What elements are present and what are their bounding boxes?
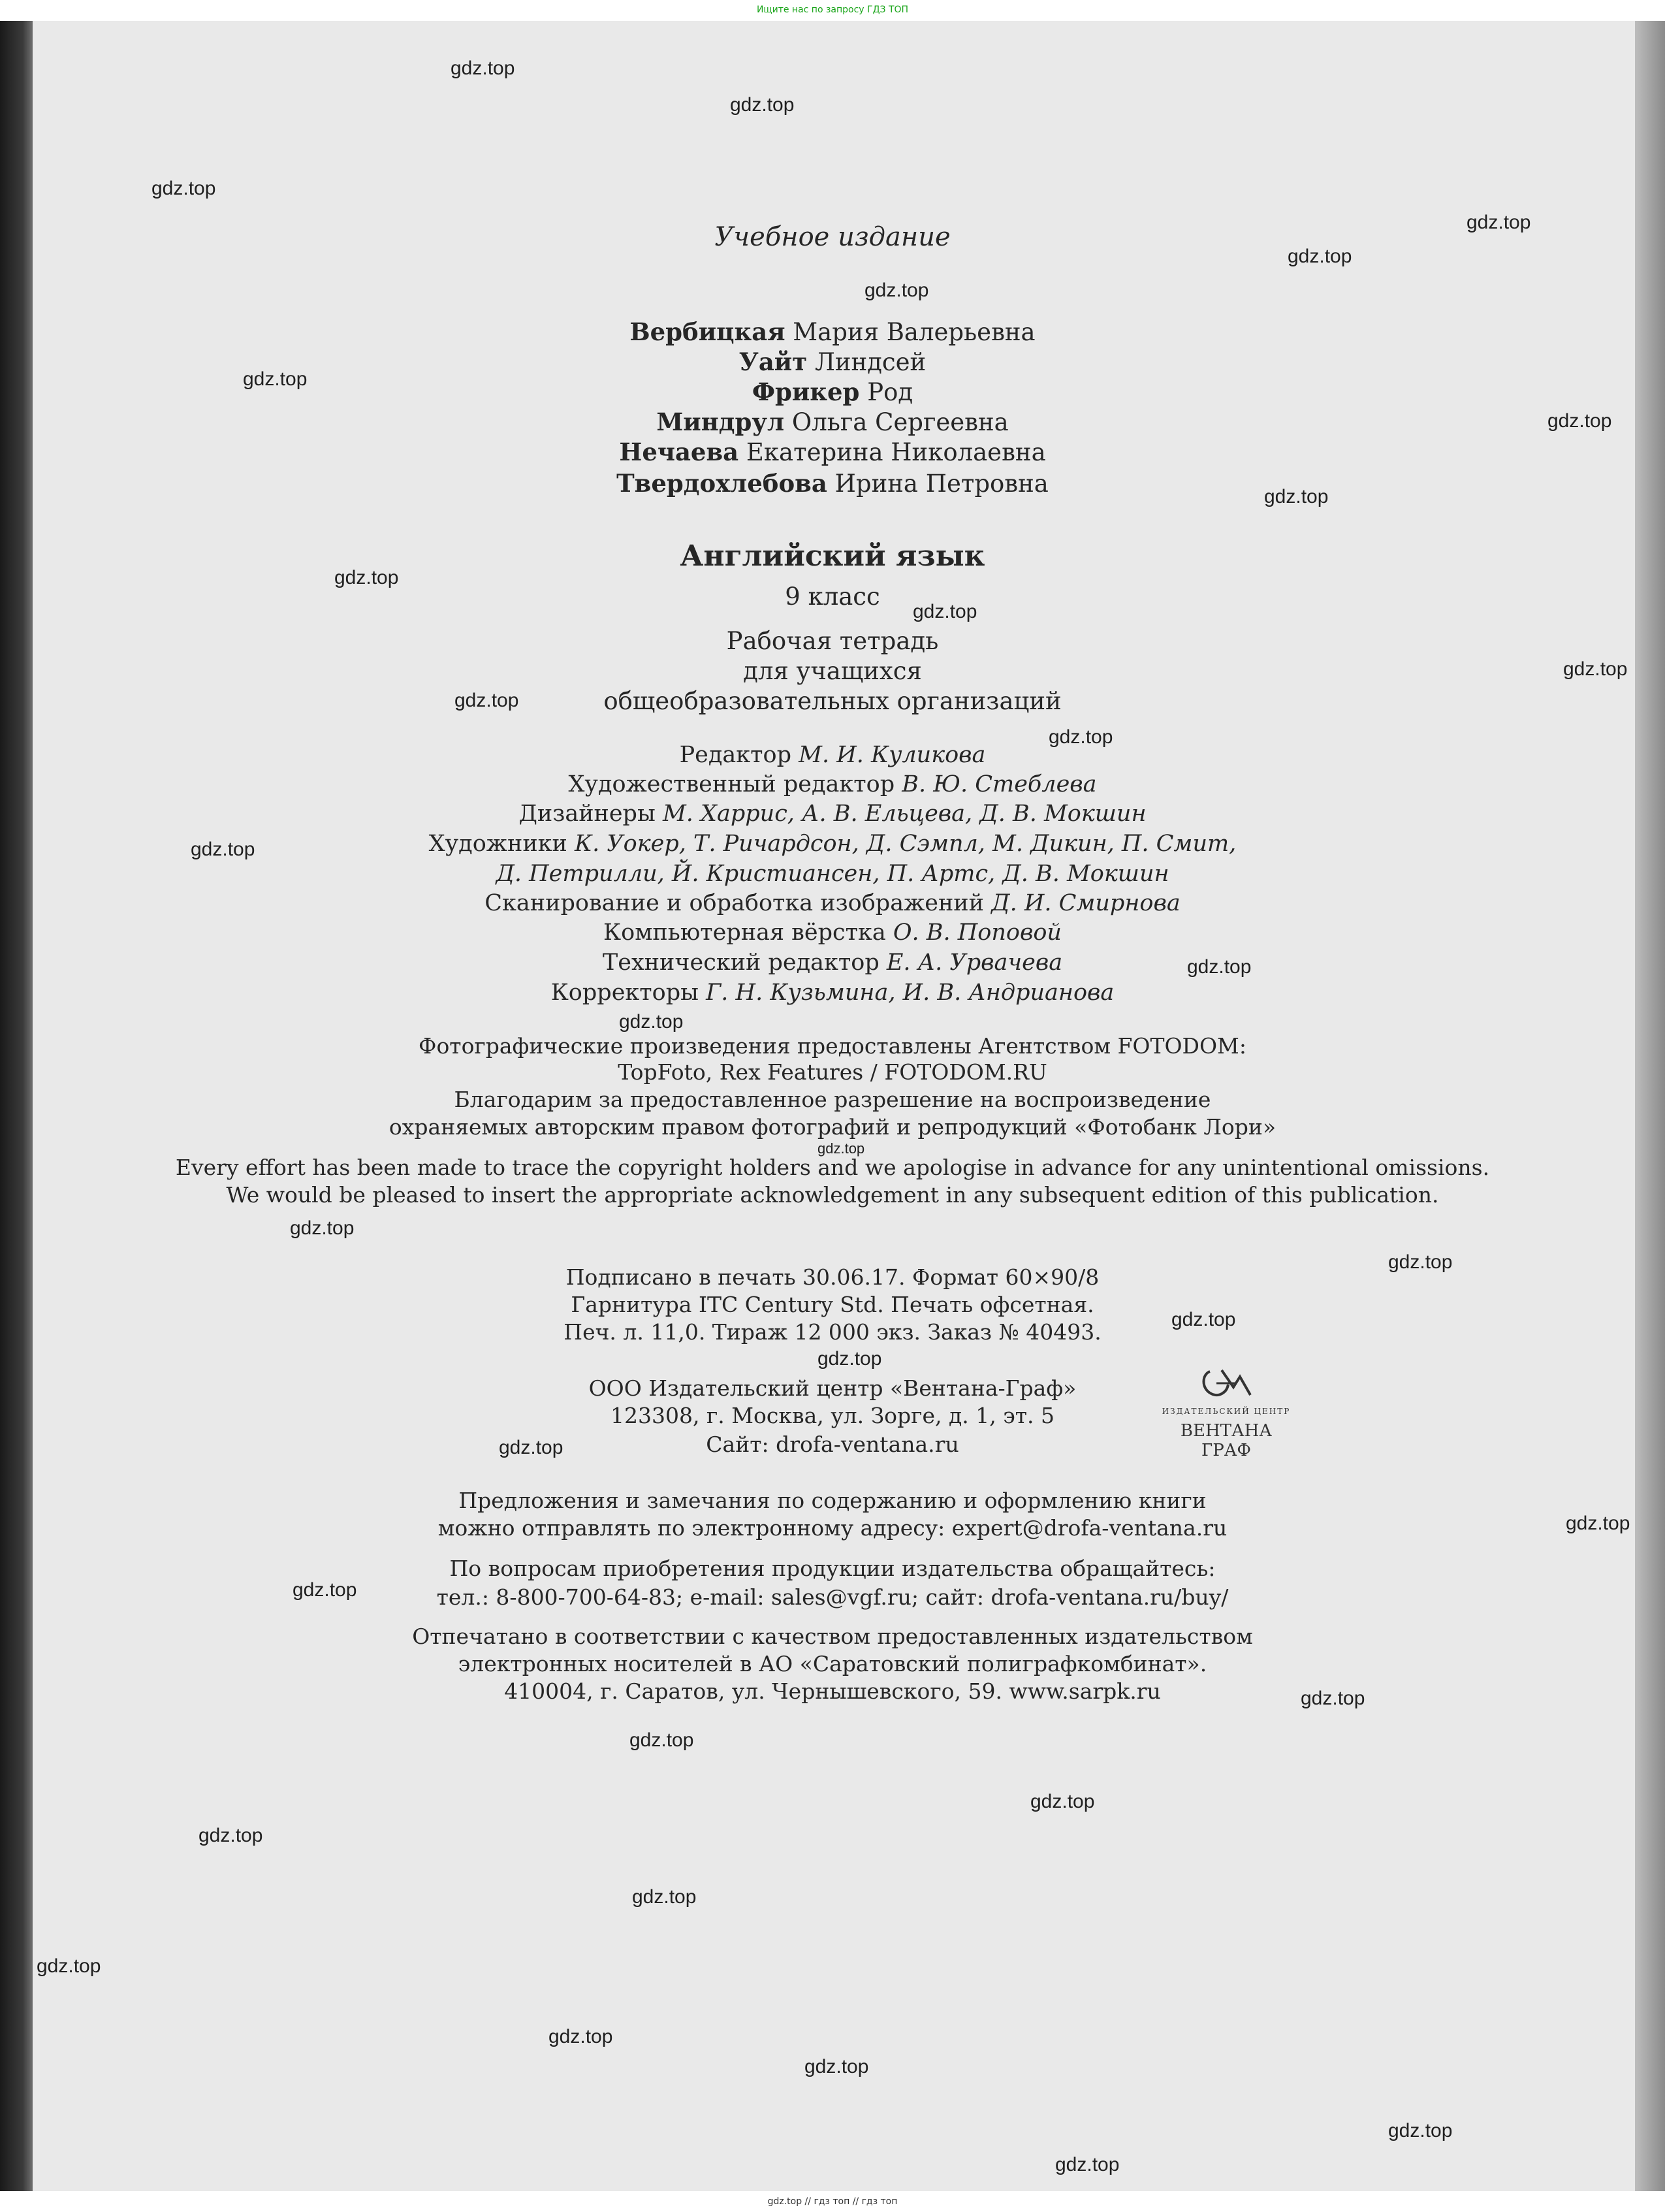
credit-line [0,950,1665,976]
credit-names: Д. Петрилли, Й. Кристиансен, П. Артс, Д. В. Мокшин [496,861,1169,887]
watermark: gdz.top [1547,410,1612,432]
watermark: gdz.top [1055,2154,1120,2175]
credit-names: М. И. Куликова [799,742,986,768]
watermark: gdz.top [37,1955,101,1977]
author-names: Род [867,378,913,406]
author-line [0,317,1665,346]
watermark: gdz.top [1563,658,1628,680]
credit-names: М. Харрис, А. В. Ельцева, Д. В. Мокшин [662,801,1147,827]
author-surname: Уайт [738,347,808,376]
watermark: gdz.top [730,94,795,116]
author-names: Ольга Сергеевна [791,408,1009,436]
publisher-logo-mark-icon [1197,1365,1256,1402]
subtitle-line: общеобразовательных организаций [603,687,1062,715]
publisher-line: Сайт: drofa-ventana.ru [706,1432,959,1457]
author-line [0,438,1665,466]
credit-line [0,771,1665,797]
logo-line-2: ГРАФ [1201,1441,1251,1460]
photo-credit-line: TopFoto, Rex Features / FOTODOM.RU [618,1059,1047,1085]
credit-names: Г. Н. Кузьмина, И. В. Андрианова [706,980,1115,1006]
grade: 9 класс [785,583,880,611]
credit-role: Редактор [679,742,791,768]
credit-names: Д. И. Смирнова [991,890,1181,916]
copyright-notice-line: We would be pleased to insert the appropriate acknowledgement in any subsequent edition of this publication. [226,1182,1439,1208]
watermark: gdz.top [619,1011,684,1033]
watermark: gdz.top [864,280,929,301]
author-names: Екатерина Николаевна [746,438,1046,466]
credit-line [0,742,1665,768]
author-surname: Фрикер [752,377,860,406]
credit-role: Компьютерная вёрстка [603,920,886,946]
credit-names: О. В. Поповой [893,920,1062,946]
watermark: gdz.top [1049,726,1113,748]
watermark: gdz.top [1264,486,1329,507]
credit-line [0,980,1665,1006]
credit-line [0,890,1665,916]
feedback-line: Предложения и замечания по содержанию и оформлению книги [458,1488,1207,1513]
watermark: gdz.top [913,601,977,622]
watermark: gdz.top [1171,1309,1236,1330]
watermark: gdz.top [1388,1251,1453,1273]
credit-line [0,801,1665,827]
watermark: gdz.top [632,1886,697,1908]
watermark: gdz.top [1467,212,1531,233]
watermark: gdz.top [334,567,399,588]
author-surname: Нечаева [619,438,739,466]
watermark: gdz.top [548,2026,613,2047]
credit-role: Художественный редактор [568,771,895,797]
publisher-logo [1154,1365,1298,1463]
watermark: gdz.top [198,1825,263,1846]
photo-credit-line: Фотографические произведения предоставлены Агентством FOTODOM: [419,1033,1246,1059]
credit-line [0,920,1665,946]
watermark: gdz.top [1388,2120,1453,2141]
author-line [0,408,1665,436]
publisher-line: 123308, г. Москва, ул. Зорге, д. 1, эт. 5 [610,1403,1054,1428]
credit-names: К. Уокер, Т. Ричардсон, Д. Сэмпл, М. Дикин, П. Смит, [575,831,1237,857]
purchase-line: По вопросам приобретения продукции издательства обращайтесь: [449,1556,1216,1581]
printer-line: 410004, г. Саратов, ул. Чернышевского, 59. www.sarpk.ru [504,1678,1161,1704]
watermark: gdz.top [451,57,515,79]
watermark: gdz.top [1187,956,1252,978]
watermark: gdz.top [191,839,255,860]
credit-role: Корректоры [550,980,699,1006]
top-notice[interactable]: Ищите нас по запросу ГДЗ ТОП [756,5,909,15]
credit-line [0,861,1665,887]
feedback-line: можно отправлять по электронному адресу: expert@drofa-ventana.ru [437,1515,1228,1541]
watermark: gdz.top [243,368,308,390]
book-title: Английский язык [680,539,985,573]
credit-names: В. Ю. Стеблева [902,771,1097,797]
watermark: gdz.top [151,178,216,199]
author-names: Ирина Петровна [834,470,1049,498]
purchase-line: тел.: 8-800-700-64-83; e-mail: sales@vgf.ru; сайт: drofa-ventana.ru/buy/ [436,1584,1229,1610]
watermark: gdz.top [290,1217,355,1239]
author-names: Мария Валерьевна [793,318,1036,346]
logo-caption: ИЗДАТЕЛЬСКИЙ ЦЕНТР [1162,1407,1291,1416]
bottom-notice-bar [0,2191,1665,2212]
printer-line: Отпечатано в соответствии с качеством предоставленных издательством [412,1624,1253,1649]
logo-line-1: ВЕНТАНА [1180,1421,1273,1441]
print-info-line: Печ. л. 11,0. Тираж 12 000 экз. Заказ № 40493. [563,1319,1102,1345]
watermark: gdz.top [817,1348,882,1370]
publisher-line: ООО Издательский центр «Вентана-Граф» [588,1375,1077,1401]
watermark: gdz.top [629,1729,694,1751]
watermark: gdz.top [1030,1791,1095,1812]
print-info-line: Гарнитура ITC Century Std. Печать офсетная. [571,1292,1094,1317]
watermark: gdz.top [499,1437,563,1458]
printer-line: электронных носителей в АО «Саратовский полиграфкомбинат». [458,1651,1207,1676]
print-info-line: Подписано в печать 30.06.17. Формат 60×90/8 [565,1264,1100,1290]
edition-type: Учебное издание [714,222,951,252]
subtitle-line: для учащихся [743,657,922,685]
watermark: gdz.top [1301,1688,1365,1709]
copyright-notice-line: Every effort has been made to trace the copyright holders and we apologise in advance for any unintentional omissions. [175,1155,1490,1180]
photo-credit-line: Благодарим за предоставленное разрешение на воспроизведение [454,1087,1211,1112]
credit-role: Дизайнеры [518,801,656,827]
watermark: gdz.top [817,1140,865,1157]
watermark: gdz.top [293,1579,357,1601]
author-surname: Твердохлебова [616,469,827,498]
credit-role: Художники [428,831,567,857]
credit-role: Сканирование и обработка изображений [484,890,984,916]
author-surname: Вербицкая [629,317,785,346]
author-surname: Миндрул [656,408,785,436]
photo-credit-line: охраняемых авторским правом фотографий и репродукций «Фотобанк Лори» [388,1114,1276,1140]
subtitle-line: Рабочая тетрадь [726,627,939,655]
watermark: gdz.top [1288,246,1352,267]
top-notice-bar [0,0,1665,21]
bottom-notice[interactable]: gdz.top // гдз топ // гдз топ [767,2196,898,2207]
credit-names: Е. А. Урвачева [886,950,1063,976]
watermark: gdz.top [1566,1513,1630,1534]
credit-role: Технический редактор [602,950,880,976]
author-line [0,469,1665,498]
author-names: Линдсей [814,348,927,376]
watermark: gdz.top [454,690,519,711]
watermark: gdz.top [804,2056,869,2077]
